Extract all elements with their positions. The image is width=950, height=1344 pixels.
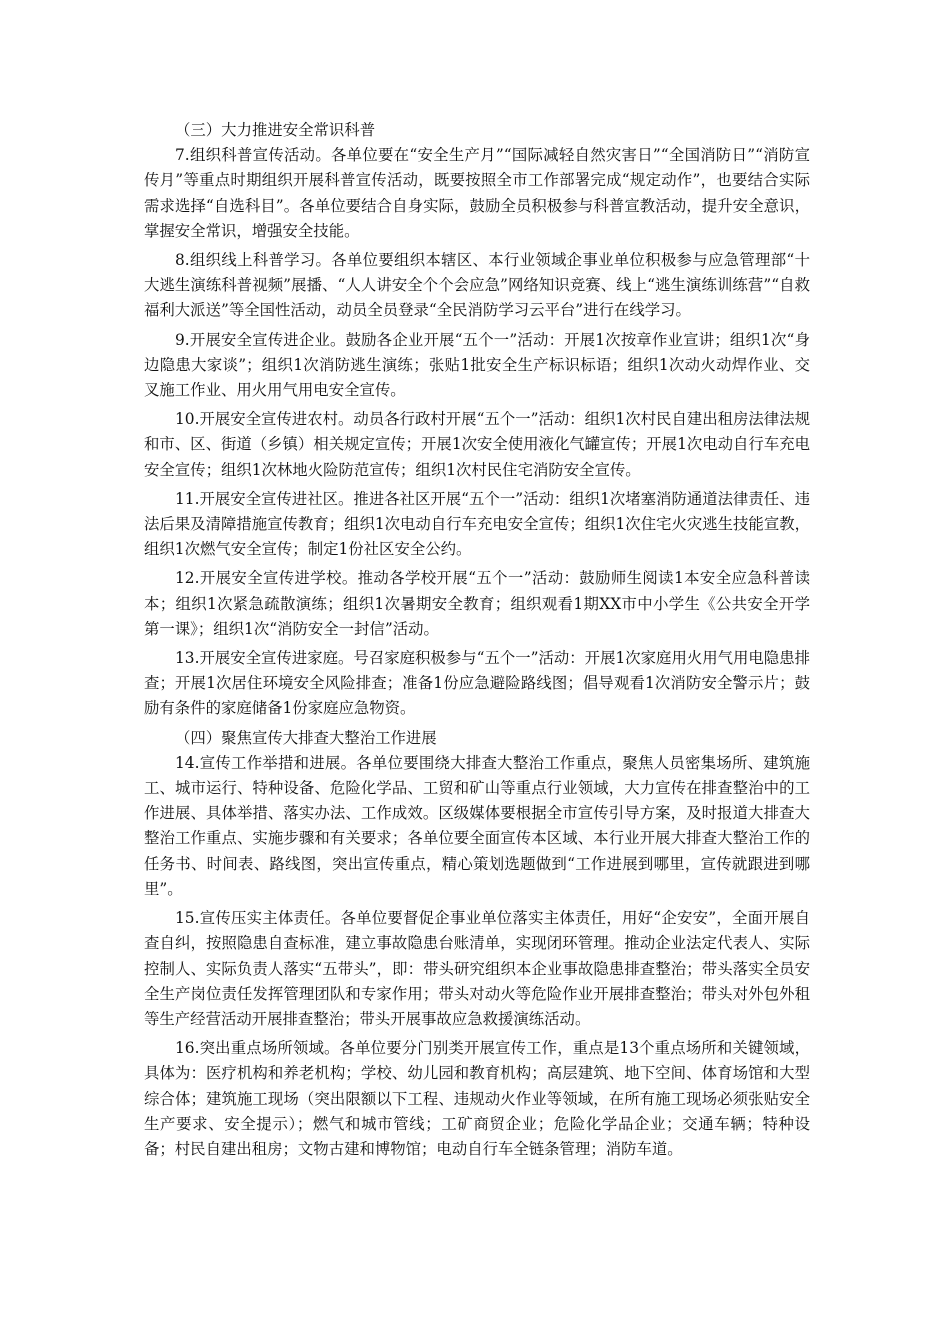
paragraph-12: 12.开展安全宣传进学校。推动各学校开展“五个一”活动：鼓励师生阅读1本安全应急科普读本；组织1次紧急疏散演练；组织1次暑期安全教育；组织观看1期XX市中小学生《公共安全开学第一课》；组织1次“消防安全一封信”活动。 — [144, 569, 810, 638]
document-page — [144, 118, 810, 1162]
paragraph-11: 11.开展安全宣传进社区。推进各社区开展“五个一”活动：组织1次堵塞消防通道法律责任、违法后果及清障措施宣传教育；组织1次电动自行车充电安全宣传；组织1次住宅火灾逃生技能宣教，组织1次燃气安全宣传；制定1份社区安全公约。 — [144, 489, 810, 559]
paragraph-10: 10.开展安全宣传进农村。动员各行政村开展“五个一”活动：组织1次村民自建出租房法律法规和市、区、街道（乡镇）相关规定宣传；开展1次安全使用液化气罐宣传；开展1次电动自行车充电安全宣传；组织1次林地火险防范宣传；组织1次村民住宅消防安全宣传。 — [144, 410, 810, 479]
paragraph-14: 14.宣传工作举措和进展。各单位要围绕大排查大整治工作重点，聚焦人员密集场所、建筑施工、城市运行、特种设备、危险化学品、工贸和矿山等重点行业领域，大力宣传在排查整治中的工作进展、具体举措、落实办法、工作成效。区级媒体要根据全市宣传引导方案，及时报道大排查大整治工作重点、实施步骤和有关要求；各单位要全面宣传本区域、本行业开展大排查大整治工作的任务书、时间表、路线图，突出宣传重点，精心策划选题做到“工作进展到哪里，宣传就跟进到哪里”。 — [144, 753, 810, 898]
paragraph-8: 8.组织线上科普学习。各单位要组织本辖区、本行业领域企事业单位积极参与应急管理部“十大逃生演练科普视频”展播、“人人讲安全个个会应急”网络知识竞赛、线上“逃生演练训练营”“自救福利大派送”等全国性活动，动员全员登录“全民消防学习云平台”进行在线学习。 — [144, 251, 810, 320]
section-heading: （四）聚焦宣传大排查大整治工作进展 — [175, 728, 437, 747]
section-heading: （三）大力推进安全常识科普 — [175, 121, 376, 139]
paragraph-7: 7.组织科普宣传活动。各单位要在“安全生产月”“国际减轻自然灾害日”“全国消防日”“消防宣传月”等重点时期组织开展科普宣传活动，既要按照全市工作部署完成“规定动作”，也要结合实际需求选择“自选科目”。各单位要结合自身实际，鼓励全员积极参与科普宣教活动，提升安全意识，掌握安全常识，增强安全技能。 — [144, 146, 810, 240]
paragraph-13: 13.开展安全宣传进家庭。号召家庭积极参与“五个一”活动：开展1次家庭用火用气用电隐患排查；开展1次居住环境安全风险排查；准备1份应急避险路线图；倡导观看1次消防安全警示片；鼓励有条件的家庭储备1份家庭应急物资。 — [144, 649, 810, 718]
paragraph-9: 9.开展安全宣传进企业。鼓励各企业开展“五个一”活动：开展1次按章作业宣讲；组织1次“身边隐患大家谈”；组织1次消防逃生演练；张贴1批安全生产标识标语；组织1次动火动焊作业、交叉施工作业、用火用气用电安全宣传。 — [144, 330, 810, 400]
paragraph-15: 15.宣传压实主体责任。各单位要督促企事业单位落实主体责任，用好“企安安”，全面开展自查自纠，按照隐患自查标准，建立事故隐患台账清单，实现闭环管理。推动企业法定代表人、实际控制人、实际负责人落实“五带头”，即：带头研究组织本企业事故隐患排查整治；带头落实全员安全生产岗位责任发挥管理团队和专家作用；带头对动火等危险作业开展排查整治；带头对外包外租等生产经营活动开展排查整治；带头开展事故应急救援演练活动。 — [144, 909, 810, 1028]
paragraph-16: 16.突出重点场所领域。各单位要分门别类开展宣传工作，重点是13个重点场所和关键领域，具体为：医疗机构和养老机构；学校、幼儿园和教育机构；高层建筑、地下空间、体育场馆和大型综合体；建筑施工现场（突出限额以下工程、违规动火作业等领域，在所有施工现场必须张贴安全生产要求、安全提示）；燃气和城市管线；工矿商贸企业；危险化学品企业；交通车辆；特种设备；村民自建出租房；文物古建和博物馆；电动自行车全链条管理；消防车道。 — [144, 1039, 810, 1158]
